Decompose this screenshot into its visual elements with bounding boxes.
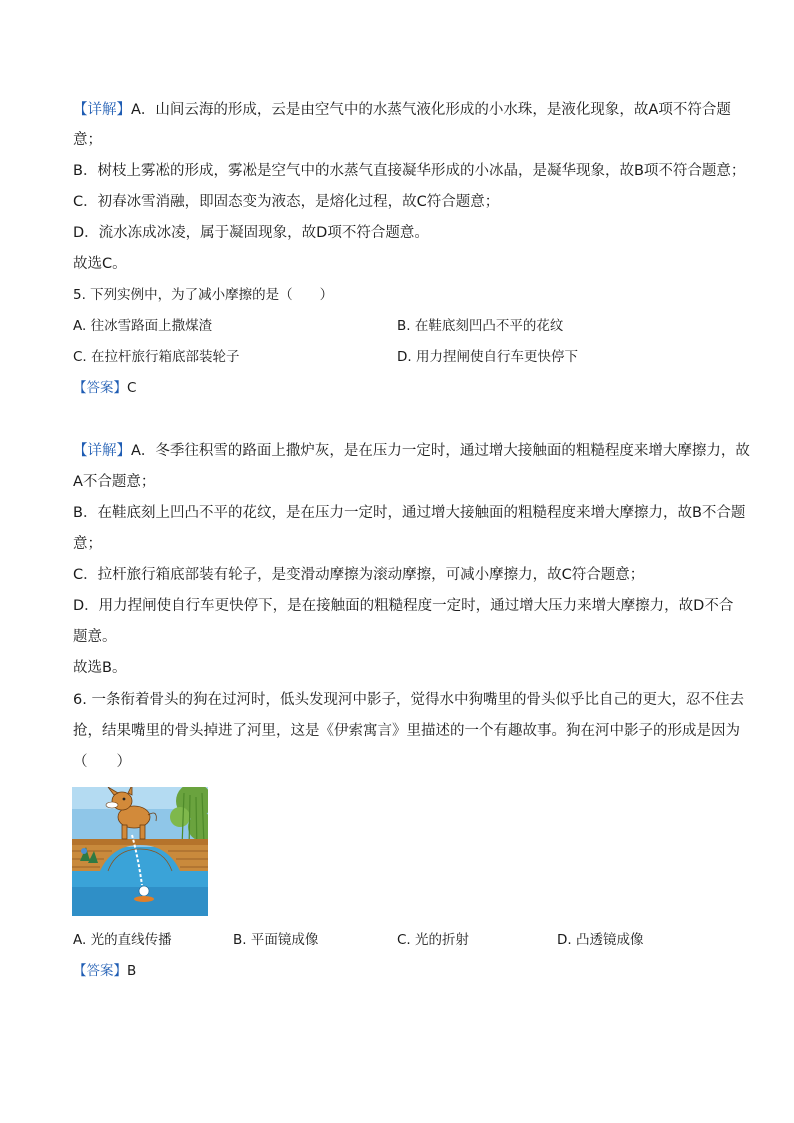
q6-stem-line-1: 6. 一条衔着骨头的狗在过河时，低头发现河中影子，觉得水中狗嘴里的骨头似乎比自己的更大，忍不住去: [73, 692, 744, 708]
q6-option-c: C. 光的折射: [397, 932, 470, 948]
q5-detail-line-2: A不合题意；: [73, 474, 156, 490]
q5-answer: [73, 378, 136, 398]
q5-option-c: C. 在拉杆旅行箱底部装轮子: [73, 349, 240, 365]
q6-answer: [73, 961, 136, 981]
answer-tag: 【答案】: [73, 380, 127, 396]
q4-conclusion: 故选C。: [73, 256, 127, 272]
q5-detail-line-6: D．用力捏闸使自行车更快停下，是在接触面的粗糙程度一定时，通过增大压力来增大摩擦力，故D不合: [73, 598, 734, 614]
q5-detail-line-7: 题意。: [73, 629, 117, 645]
q6-stem-line-3: （ ）: [73, 754, 131, 770]
q4-detail-line-4: C．初春冰雪消融，即固态变为液态，是熔化过程，故C符合题意；: [73, 194, 500, 210]
q6-answer-value: B: [127, 963, 137, 979]
q5-detail-line-5: C．拉杆旅行箱底部装有轮子，是变滑动摩擦为滚动摩擦，可减小摩擦力，故C符合题意；: [73, 567, 645, 583]
answer-tag: 【答案】: [73, 963, 127, 979]
q6-option-d: D. 凸透镜成像: [557, 932, 644, 948]
q5-stem: 5. 下列实例中，为了减小摩擦的是（ ）: [73, 287, 334, 303]
q4-detail-line-1: 【详解】A．山间云海的形成，云是由空气中的水蒸气液化形成的小水珠，是液化现象，故A项不符合题: [73, 102, 731, 118]
q6-option-a: A. 光的直线传播: [73, 932, 172, 948]
q5-option-d: D. 用力捏闸使自行车更快停下: [397, 349, 578, 365]
q5-option-a: A. 往冰雪路面上撒煤渣: [73, 318, 213, 334]
q5-option-b: B. 在鞋底刻凹凸不平的花纹: [397, 318, 564, 334]
dog-bridge-illustration: [72, 787, 208, 916]
detail-tag: 【详解】: [73, 102, 131, 118]
q6-option-b: B. 平面镜成像: [233, 932, 319, 948]
q4-detail-line-3: B．树枝上雾凇的形成，雾凇是空气中的水蒸气直接凝华形成的小冰晶，是凝华现象，故B项不符合题意；: [73, 163, 746, 179]
q5-detail-line-3: B．在鞋底刻上凹凸不平的花纹，是在压力一定时，通过增大接触面的粗糙程度来增大摩擦力，故B不合题: [73, 505, 746, 521]
detail-tag: 【详解】: [73, 443, 131, 459]
q4-detail-line-5: D．流水冻成冰凌，属于凝固现象，故D项不符合题意。: [73, 225, 429, 241]
q5-answer-value: C: [127, 380, 137, 396]
q5-detail-line-1: 【详解】A．冬季往积雪的路面上撒炉灰，是在压力一定时，通过增大接触面的粗糙程度来增大摩擦力，故: [73, 443, 750, 459]
q4-detail-line-2: 意；: [73, 132, 102, 148]
q5-conclusion: 故选B。: [73, 660, 127, 676]
q5-detail-line-4: 意；: [73, 536, 102, 552]
q6-stem-line-2: 抢，结果嘴里的骨头掉进了河里，这是《伊索寓言》里描述的一个有趣故事。狗在河中影子的形成是因为: [73, 723, 740, 739]
